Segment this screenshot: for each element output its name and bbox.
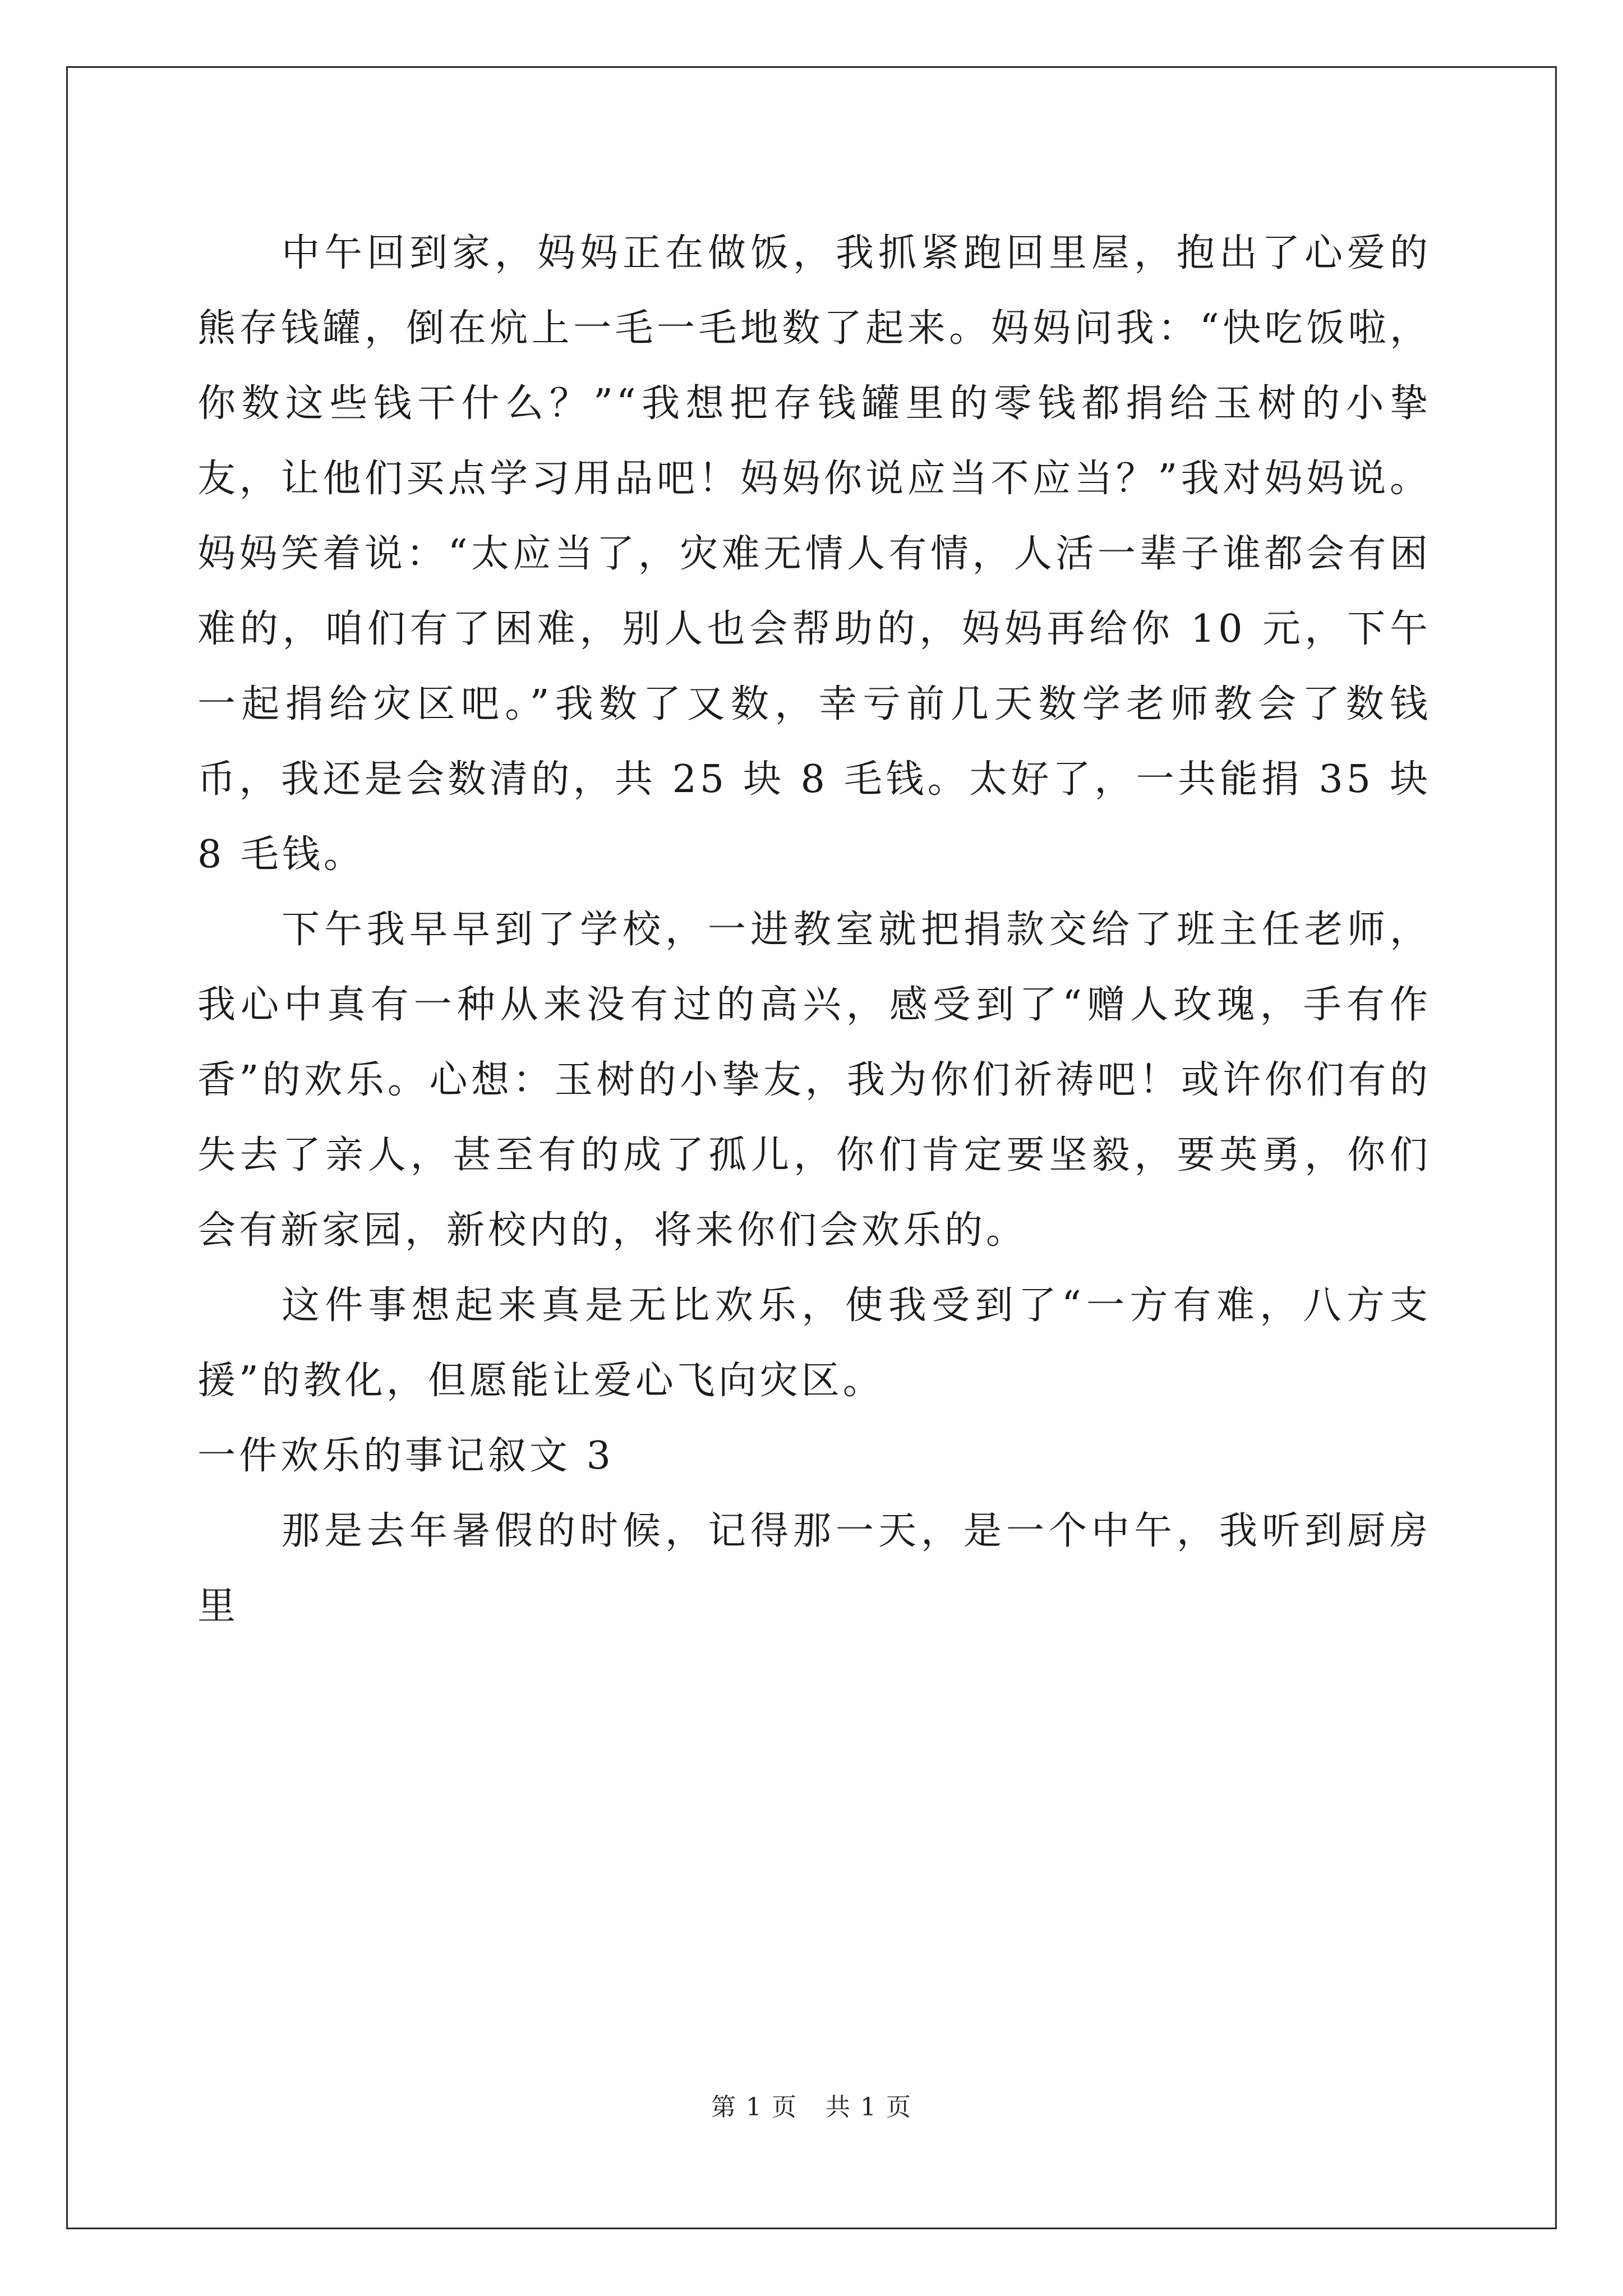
paragraph-1: 中午回到家，妈妈正在做饭，我抓紧跑回里屋，抱出了心爱的熊存钱罐，倒在炕上一毛一毛地数了起来。妈妈问我：“快吃饭啦，你数这些钱干什么？”“我想把存钱罐里的零钱都捐给玉树的小挚友，让他们买点学习用品吧！妈妈你说应当不应当？”我对妈妈说。妈妈笑着说：“太应当了，灾难无情人有情，人活一辈子谁都会有困难的，咱们有了困难，别人也会帮助的，妈妈再给你 10 元，下午一起捐给灾区吧。”我数了又数，幸亏前几天数学老师教会了数钱币，我还是会数清的，共 25 块 8 毛钱。太好了，一共能捐 35 块 8 毛钱。	[197, 231, 1432, 877]
page-total: 共 1 页	[826, 2093, 912, 2122]
paragraph-4: 那是去年暑假的时候，记得那一天，是一个中午，我听到厨房里	[197, 1509, 1431, 1628]
page-number: 第 1 页	[711, 2093, 797, 2122]
paragraph-2: 下午我早早到了学校，一进教室就把捐款交给了班主任老师，我心中真有一种从来没有过的高兴，感受到了“赠人玫瑰，手有作香”的欢乐。心想：玉树的小挚友，我为你们祈祷吧！或许你们有的失去了亲人，甚至有的成了孤儿，你们肯定要坚毅，要英勇，你们会有新家园，新校内的，将来你们会欢乐的。	[197, 908, 1432, 1253]
section-title: 一件欢乐的事记叙文 3	[197, 1434, 614, 1478]
page-footer	[0, 2091, 1623, 2124]
document-body	[197, 216, 1431, 1644]
paragraph-3: 这件事想起来真是无比欢乐，使我受到了“一方有难，八方支援”的教化，但愿能让爱心飞向灾区。	[197, 1283, 1431, 1403]
